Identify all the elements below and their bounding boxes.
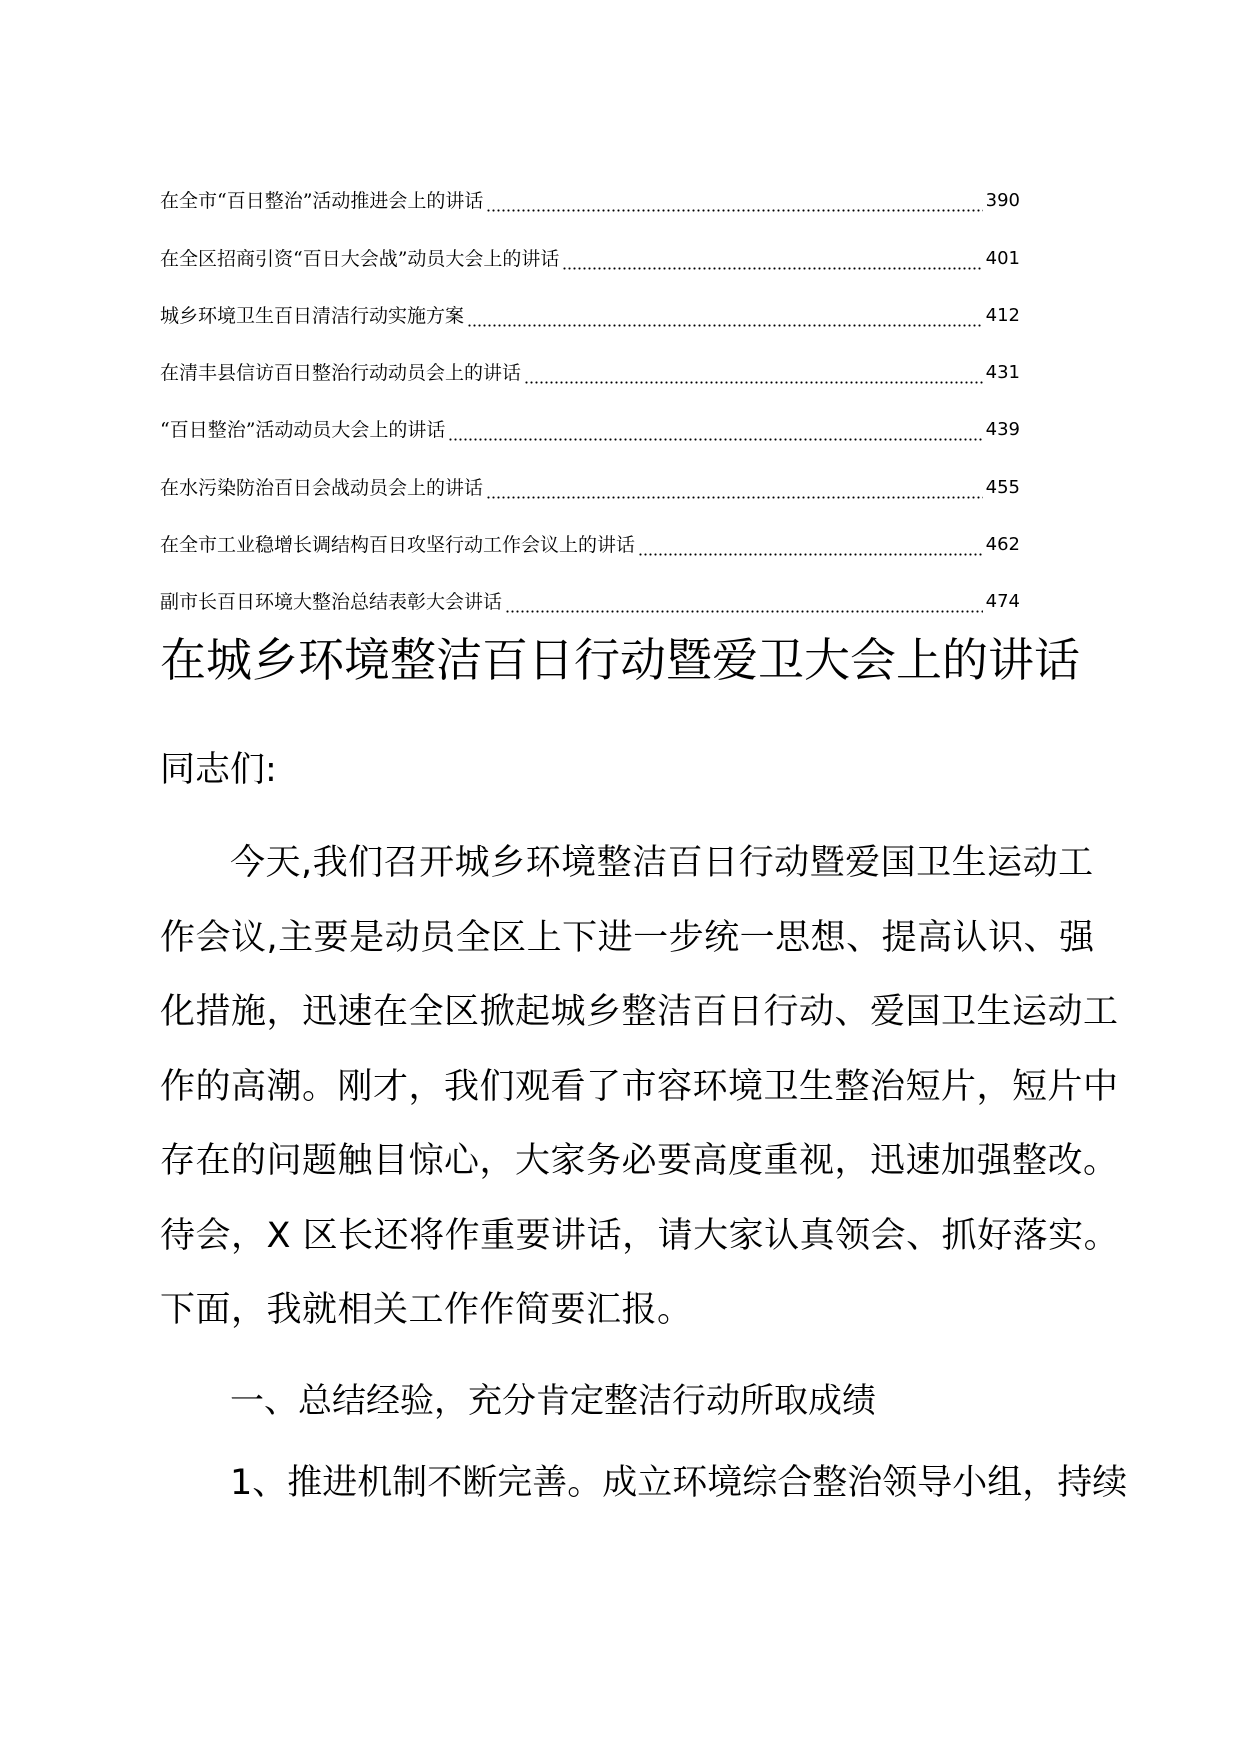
toc-leader-dots <box>486 476 983 500</box>
toc-entry-page: 439 <box>985 419 1020 441</box>
toc-entry-title: 在水污染防治百日会战动员会上的讲话 <box>160 476 484 499</box>
toc-entry-page: 455 <box>985 476 1020 498</box>
toc-leader-dots <box>448 418 982 442</box>
toc-entry[interactable] <box>160 385 1020 442</box>
toc-entry[interactable] <box>160 328 1020 385</box>
toc-entry-page: 474 <box>985 591 1020 613</box>
toc-entry[interactable] <box>160 500 1020 557</box>
section-heading: 一、总结经验，充分肯定整洁行动所取成绩 <box>230 1381 876 1421</box>
toc-entry-page: 401 <box>985 247 1020 269</box>
toc-leader-dots <box>638 533 983 557</box>
toc-entry-title: 在全市工业稳增长调结构百日攻坚行动工作会议上的讲话 <box>160 534 636 557</box>
toc-entry-title: 副市长百日环境大整治总结表彰大会讲话 <box>160 591 503 614</box>
toc-leader-dots <box>524 361 983 385</box>
toc-entry-page: 431 <box>985 362 1020 384</box>
toc-leader-dots <box>562 247 982 271</box>
toc-entry-title: 城乡环境卫生百日清洁行动实施方案 <box>160 304 465 327</box>
toc-entry-page: 390 <box>985 190 1020 212</box>
salutation: 同志们: <box>160 750 277 790</box>
toc-entry-page: 412 <box>985 304 1020 326</box>
toc-entry[interactable] <box>160 442 1020 499</box>
toc-entry-title: 在全市“百日整治”活动推进会上的讲话 <box>160 190 484 213</box>
toc-entry-title: 在全区招商引资“百日大会战”动员大会上的讲话 <box>160 247 560 270</box>
toc-entry[interactable] <box>160 213 1020 270</box>
table-of-contents <box>160 156 1020 614</box>
toc-leader-dots <box>505 590 983 614</box>
subsection-heading: 1、推进机制不断完善。成立环境综合整治领导小组，持续 <box>230 1463 1128 1503</box>
document-title: 在城乡环境整洁百日行动暨爱卫大会上的讲话 <box>160 633 1080 687</box>
toc-entry[interactable] <box>160 156 1020 213</box>
body-paragraph: 今天,我们召开城乡环境整洁百日行动暨爱国卫生运动工作会议,主要是动员全区上下进一步统一思想、提高认识、强化措施，迅速在全区掀起城乡整洁百日行动、爱国卫生运动工作的高潮。刚才，我们观看了市容环境卫生整治短片，短片中存在的问题触目惊心，大家务必要高度重视，迅速加强整改。待会，X 区长还将作重要讲话，请大家认真领会、抓好落实。下面，我就相关工作作简要汇报。 <box>160 843 1120 1330</box>
toc-entry-title: 在清丰县信访百日整治行动动员会上的讲话 <box>160 362 522 385</box>
toc-leader-dots <box>486 189 982 213</box>
toc-entry[interactable] <box>160 271 1020 328</box>
toc-entry-page: 462 <box>985 534 1020 556</box>
toc-leader-dots <box>467 304 983 328</box>
toc-entry[interactable] <box>160 557 1020 614</box>
toc-entry-title: “百日整治”活动动员大会上的讲话 <box>160 419 446 442</box>
